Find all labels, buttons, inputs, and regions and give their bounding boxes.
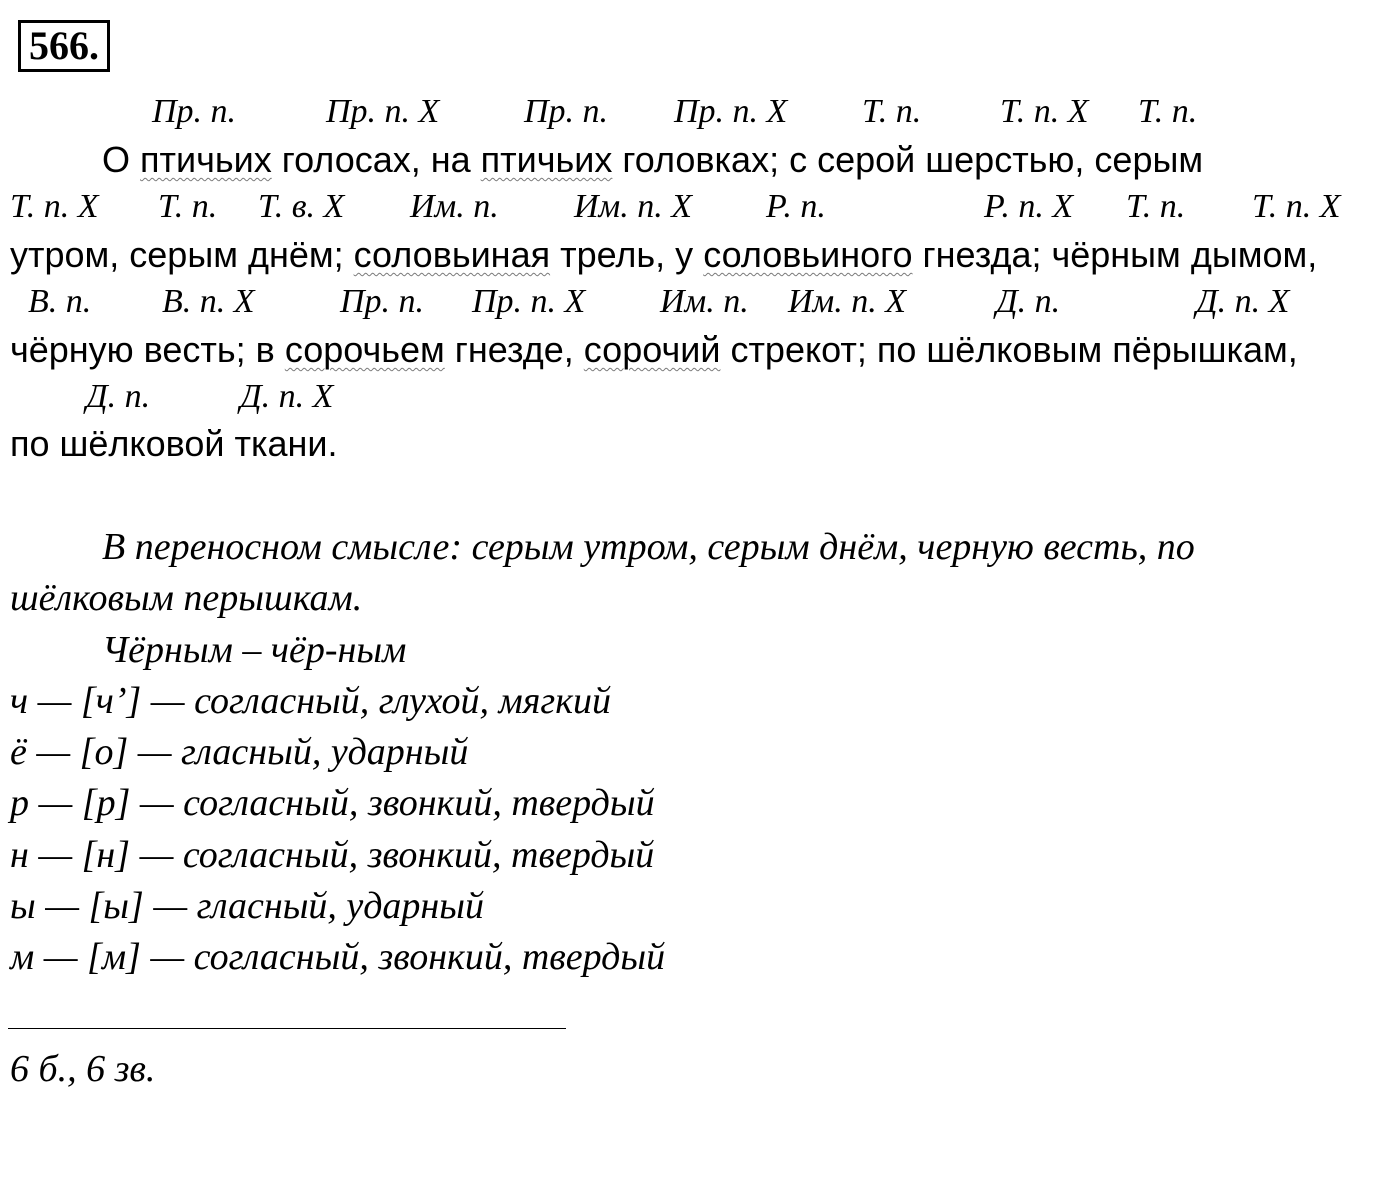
text-line-1: [102, 138, 1203, 182]
marked-word: соловьиного: [703, 234, 913, 275]
case-label: Им. п.: [410, 188, 499, 225]
text-fragment: гнезда; чёрным дымом,: [912, 234, 1318, 275]
case-label: Пр. п. Х: [326, 93, 440, 130]
phonetic-sound-row: м — [м] — согласный, звонкий, твердый: [10, 936, 666, 978]
case-label: В. п.: [28, 283, 92, 320]
text-line-2: [10, 233, 1317, 277]
divider: [8, 1028, 566, 1029]
case-label: Пр. п.: [152, 93, 237, 130]
case-label: Т. п.: [1138, 93, 1198, 130]
phonetic-sound-row: н — [н] — согласный, звонкий, твердый: [10, 834, 655, 876]
case-label: Пр. п.: [340, 283, 425, 320]
case-label: Им. п. Х: [788, 283, 907, 320]
text-fragment: гнезде,: [444, 329, 584, 370]
phonetic-sound-row: р — [р] — согласный, звонкий, твердый: [10, 782, 655, 824]
case-label: Пр. п. Х: [472, 283, 586, 320]
text-fragment: стрекот; по шёлковым пёрышкам,: [720, 329, 1298, 370]
case-label: В. п. Х: [162, 283, 255, 320]
case-label: Д. п. Х: [1196, 283, 1290, 320]
case-label: Д. п. Х: [240, 378, 334, 415]
text-fragment: О: [102, 139, 141, 180]
case-label: Т. п.: [158, 188, 218, 225]
case-label: Т. п.: [862, 93, 922, 130]
phonetic-word: Чёрным – чёр-ным: [102, 629, 407, 671]
figurative-line-1: В переносном смысле: серым утром, серым днём, черную весть, по: [102, 526, 1195, 568]
case-label: Р. п.: [766, 188, 826, 225]
case-label: Р. п. Х: [984, 188, 1074, 225]
case-label: Им. п. Х: [574, 188, 693, 225]
marked-word: сорочьем: [284, 329, 445, 370]
text-fragment: трель, у: [550, 234, 704, 275]
text-line-4: по шёлковой ткани.: [10, 423, 338, 464]
marked-word: сорочий: [583, 329, 721, 370]
case-label: Т. п. Х: [1252, 188, 1341, 225]
case-label: Т. п. Х: [1000, 93, 1089, 130]
phonetic-sound-row: ё — [о] — гласный, ударный: [10, 731, 469, 773]
text-fragment: голосах, на: [271, 139, 481, 180]
phonetic-sound-row: ч — [ч’] — согласный, глухой, мягкий: [10, 680, 611, 722]
case-label: Им. п.: [660, 283, 749, 320]
case-label: Т. п.: [1126, 188, 1186, 225]
case-label: Д. п.: [86, 378, 151, 415]
text-fragment: чёрную весть; в: [10, 329, 285, 370]
case-label: Пр. п.: [524, 93, 609, 130]
text-fragment: головках; с серой шерстью, серым: [612, 139, 1204, 180]
exercise-number: 566.: [18, 20, 110, 72]
marked-word: птичьих: [140, 139, 272, 180]
case-label: Пр. п. Х: [674, 93, 788, 130]
figurative-line-2: шёлковым перышкам.: [10, 577, 363, 619]
marked-word: соловьиная: [353, 234, 551, 275]
marked-word: птичьих: [480, 139, 613, 180]
case-label: Т. п. Х: [10, 188, 99, 225]
text-line-3: [10, 328, 1298, 372]
phonetic-sound-row: ы — [ы] — гласный, ударный: [10, 885, 484, 927]
case-label: Д. п.: [996, 283, 1061, 320]
case-label: Т. в. Х: [258, 188, 345, 225]
phonetic-summary: 6 б., 6 зв.: [10, 1048, 156, 1090]
text-fragment: утром, серым днём;: [10, 234, 354, 275]
